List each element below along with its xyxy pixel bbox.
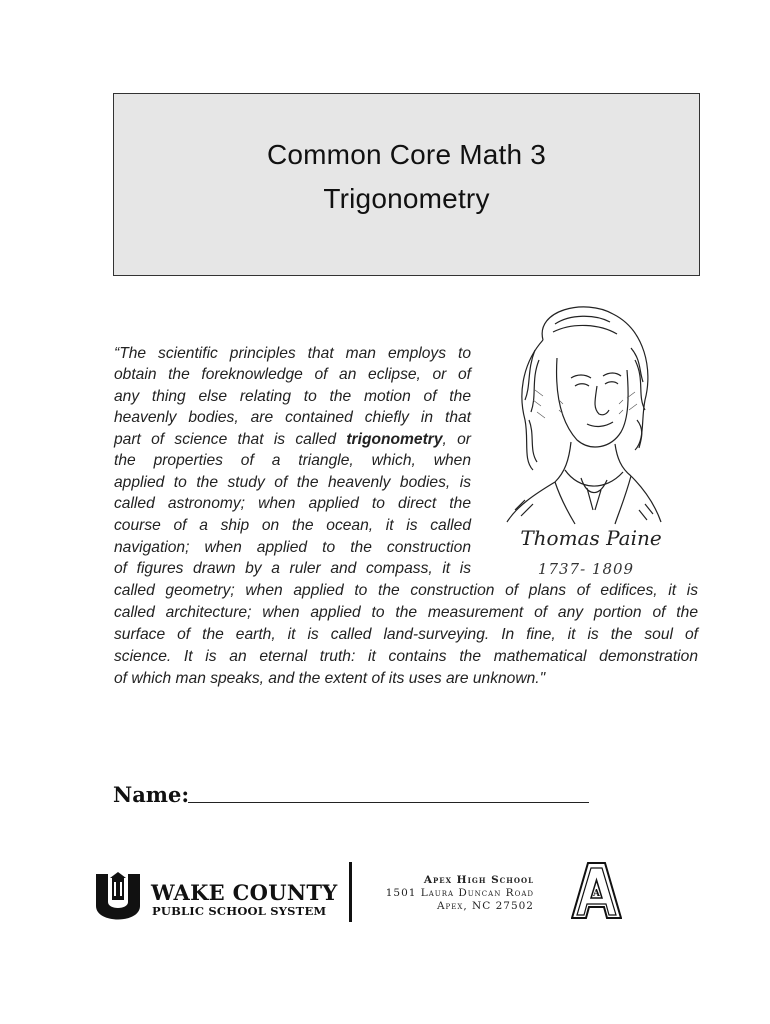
- school-name: Apex High School: [423, 874, 534, 886]
- quote-line: called geometry; when applied to the construction of plans of edifices, it is: [114, 582, 698, 599]
- quote-line: “The scientific principles that man employs to: [114, 345, 471, 362]
- quote-text: part of science that is called: [114, 431, 347, 448]
- district-name: WAKE COUNTY: [151, 880, 338, 905]
- quote-line: of which man speaks, and the extent of its uses are unknown.": [114, 670, 546, 687]
- quote-line: called astronomy; when applied to direct the: [114, 495, 471, 512]
- district-subtitle: PUBLIC SCHOOL SYSTEM: [152, 904, 327, 918]
- quote-line: surface of the earth, it is called land-surveying. In fine, it is the soul of: [114, 626, 698, 643]
- portrait-years: 1737- 1809: [537, 560, 635, 578]
- quote-line-bold: [114, 429, 471, 450]
- quote-line: applied to the study of the heavenly bodies, is: [114, 474, 471, 491]
- quote-line: the properties of a triangle, which, when: [114, 452, 471, 469]
- quote-line: science. It is an eternal truth: it contains the mathematical demonstration: [114, 648, 698, 665]
- apex-logo-letter: A: [593, 889, 600, 899]
- quote-line: of figures drawn by a ruler and compass, it is: [114, 560, 471, 577]
- bold-term: trigonometry: [346, 431, 443, 448]
- name-label: Name:: [113, 782, 190, 807]
- address-line: Apex, NC 27502: [436, 900, 534, 912]
- thomas-paine-portrait: [495, 300, 665, 525]
- footer-divider: [349, 862, 352, 922]
- quote-line: any thing else relating to the motion of the: [114, 388, 471, 405]
- school-address: [360, 874, 534, 913]
- page-subtitle: Trigonometry: [323, 183, 490, 214]
- name-input-line[interactable]: [188, 802, 589, 803]
- portrait-signature: Thomas Paine: [520, 526, 662, 550]
- wake-county-logo-icon: [96, 872, 140, 922]
- quote-line: course of a ship on the ocean, it is called: [114, 517, 471, 534]
- quote-line: navigation; when applied to the construction: [114, 539, 471, 556]
- apex-a-logo-icon: [571, 862, 622, 919]
- quote-text: , or: [442, 431, 471, 448]
- address-line: 1501 Laura Duncan Road: [385, 887, 534, 899]
- page-title: Common Core Math 3: [266, 139, 547, 170]
- quote-line: heavenly bodies, are contained chiefly in that: [114, 409, 471, 426]
- title-box: [113, 93, 700, 276]
- quote-line: obtain the foreknowledge of an eclipse, or of: [114, 366, 471, 383]
- quote-line: called architecture; when applied to the measurement of any portion of the: [114, 604, 698, 621]
